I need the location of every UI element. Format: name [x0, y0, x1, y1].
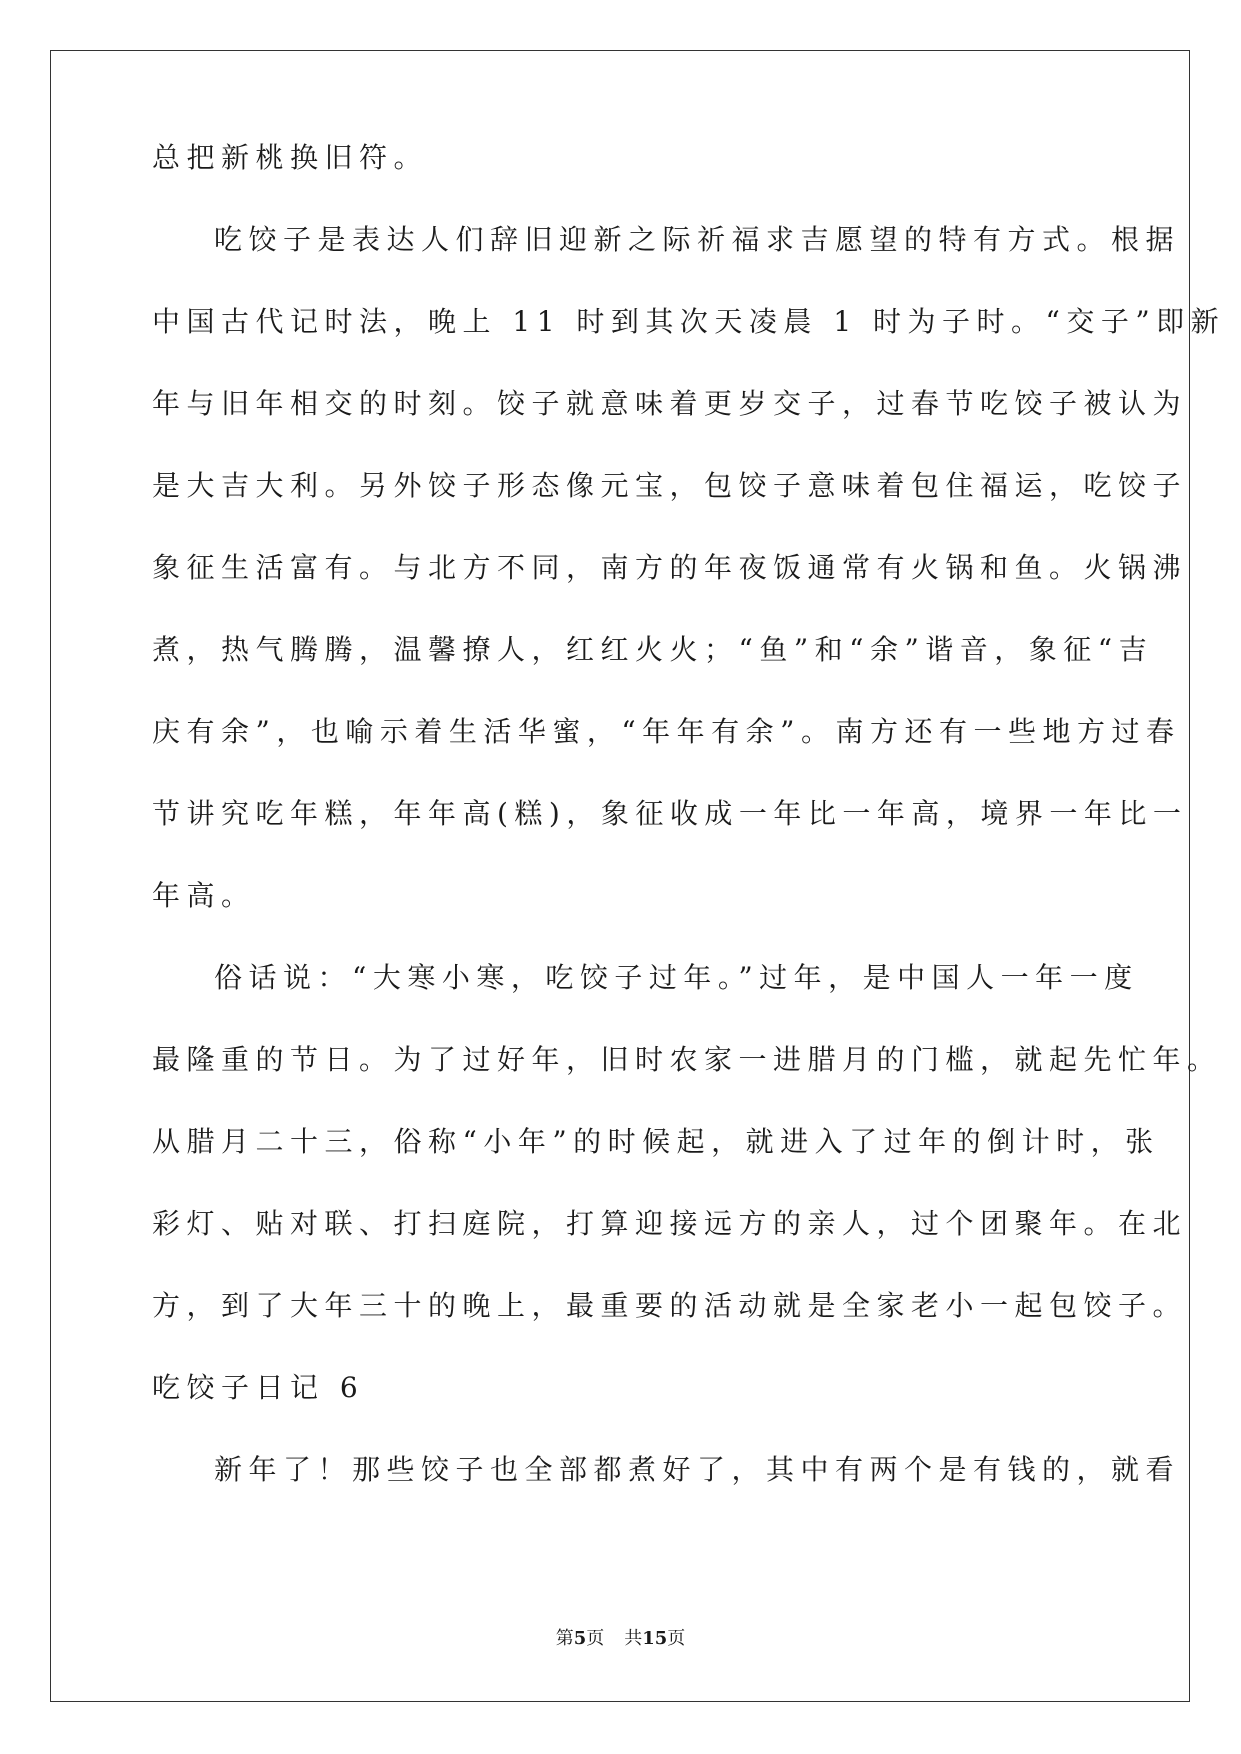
text-line: 象征生活富有。与北方不同，南方的年夜饭通常有火锅和鱼。火锅沸	[152, 551, 1188, 584]
paragraph-start: 吃饺子是表达人们辞旧迎新之际祈福求吉愿望的特有方式。根据	[214, 223, 1181, 256]
document-body	[152, 141, 1226, 1552]
text-line: 彩灯、贴对联、打扫庭院，打算迎接远方的亲人，过个团聚年。在北	[152, 1207, 1188, 1240]
page-current: 5	[573, 1628, 587, 1649]
text-line: 是大吉大利。另外饺子形态像元宝，包饺子意味着包住福运，吃饺子	[152, 469, 1188, 502]
page-label-prefix: 第	[555, 1628, 574, 1649]
text-line: 年与旧年相交的时刻。饺子就意味着更岁交子，过春节吃饺子被认为	[152, 387, 1188, 420]
text-line: 最隆重的节日。为了过好年，旧时农家一进腊月的门槛，就起先忙年。	[152, 1043, 1222, 1076]
paragraph-start: 俗话说：“大寒小寒，吃饺子过年。”过年，是中国人一年一度	[214, 961, 1139, 994]
text-line: 从腊月二十三，俗称“小年”的时候起，就进入了过年的倒计时，张	[152, 1125, 1160, 1158]
text-line: 煮，热气腾腾，温馨撩人，红红火火；“鱼”和“余”谐音，象征“吉	[152, 633, 1154, 666]
text-line: 庆有余”，也喻示着生活华蜜，“年年有余”。南方还有一些地方过春	[152, 715, 1181, 748]
page-footer	[0, 1624, 1241, 1650]
text-line: 中国古代记时法，晚上 11 时到其次天凌晨 1 时为子时。“交子”即新	[152, 305, 1226, 338]
page-total: 15	[642, 1628, 668, 1649]
text-line: 节讲究吃年糕，年年高(糕)，象征收成一年比一年高，境界一年比一	[152, 797, 1188, 830]
page-label-suffix: 页	[586, 1628, 605, 1649]
paragraph-start: 新年了！那些饺子也全部都煮好了，其中有两个是有钱的，就看	[214, 1453, 1181, 1486]
text-line: 方，到了大年三十的晚上，最重要的活动就是全家老小一起包饺子。	[152, 1289, 1188, 1322]
text-line: 年高。	[152, 879, 256, 912]
total-label-suffix: 页	[667, 1628, 686, 1649]
section-heading: 吃饺子日记 6	[152, 1371, 365, 1404]
total-label-prefix: 共	[624, 1628, 643, 1649]
text-line: 总把新桃换旧符。	[152, 141, 429, 174]
